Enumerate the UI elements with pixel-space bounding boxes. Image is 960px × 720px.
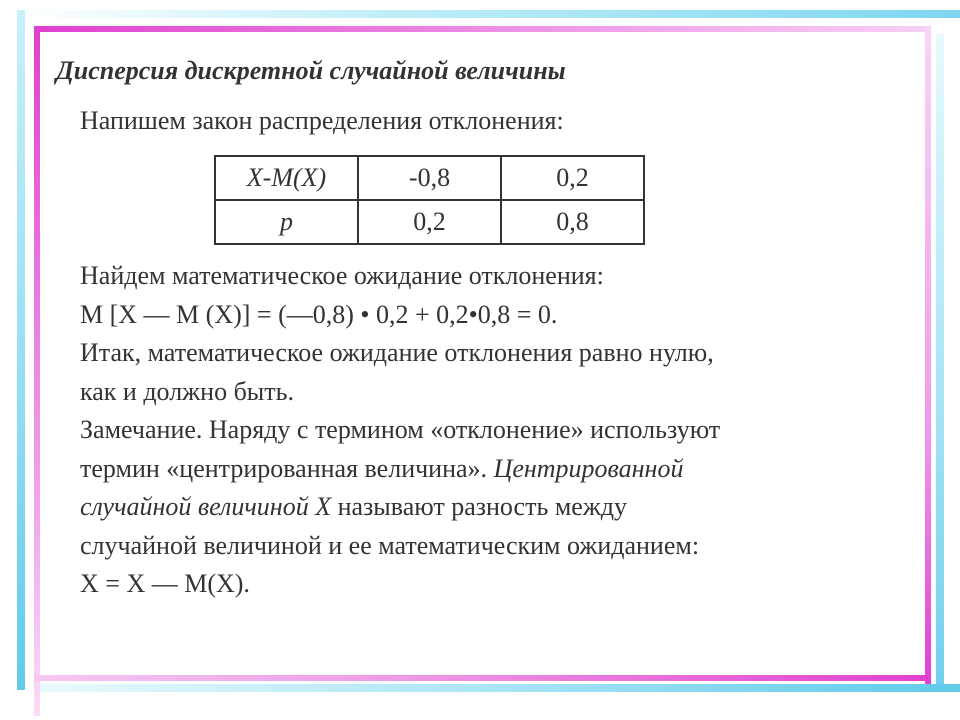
table-cell: 0,8 <box>501 200 644 244</box>
top-cyan-border <box>17 10 960 18</box>
paragraph-line: случайной величиной и ее математическим ожиданием: <box>80 530 700 560</box>
table-cell: 0,2 <box>358 200 501 244</box>
table-cell: X-M(X) <box>215 156 358 200</box>
bottom-cyan-border <box>40 684 960 692</box>
left-magenta-border <box>34 26 40 716</box>
paragraph-line: Итак, математическое ожидание отклонения равно нулю, <box>80 338 714 367</box>
paragraph-line: Найдем математическое ожидание отклонения: <box>80 261 604 290</box>
table-row <box>215 156 644 200</box>
table-cell: p <box>215 200 358 244</box>
intro-text: Напишем закон распределения отклонения: <box>80 106 564 135</box>
slide-title: Дисперсия дискретной случайной величины <box>56 56 566 85</box>
table-cell: 0,2 <box>501 156 644 200</box>
right-cyan-border <box>936 34 944 690</box>
bottom-magenta-border <box>34 675 931 681</box>
top-magenta-border <box>34 26 930 32</box>
table-row <box>215 200 644 244</box>
paragraph-line <box>80 450 925 489</box>
table-cell: -0,8 <box>358 156 501 200</box>
paragraph-line <box>80 488 925 527</box>
paragraph-line: как и должно быть. <box>80 376 294 406</box>
text-span: термин «центрированная величина». <box>80 453 494 483</box>
italic-term: случайной величиной X <box>80 492 332 521</box>
text-span: называют разность между <box>331 492 628 521</box>
formula-line: X = X — M(X). <box>80 569 250 598</box>
right-magenta-border <box>925 26 931 686</box>
formula-line: M [X — M (X)] = (—0,8) • 0,2 + 0,2•0,8 = 0. <box>80 299 558 329</box>
italic-term: Центрированной <box>493 453 684 483</box>
body-text <box>80 257 925 604</box>
paragraph-line: Замечание. Наряду с термином «отклонение» используют <box>80 415 721 444</box>
left-cyan-border <box>17 10 25 690</box>
distribution-table <box>214 155 645 245</box>
